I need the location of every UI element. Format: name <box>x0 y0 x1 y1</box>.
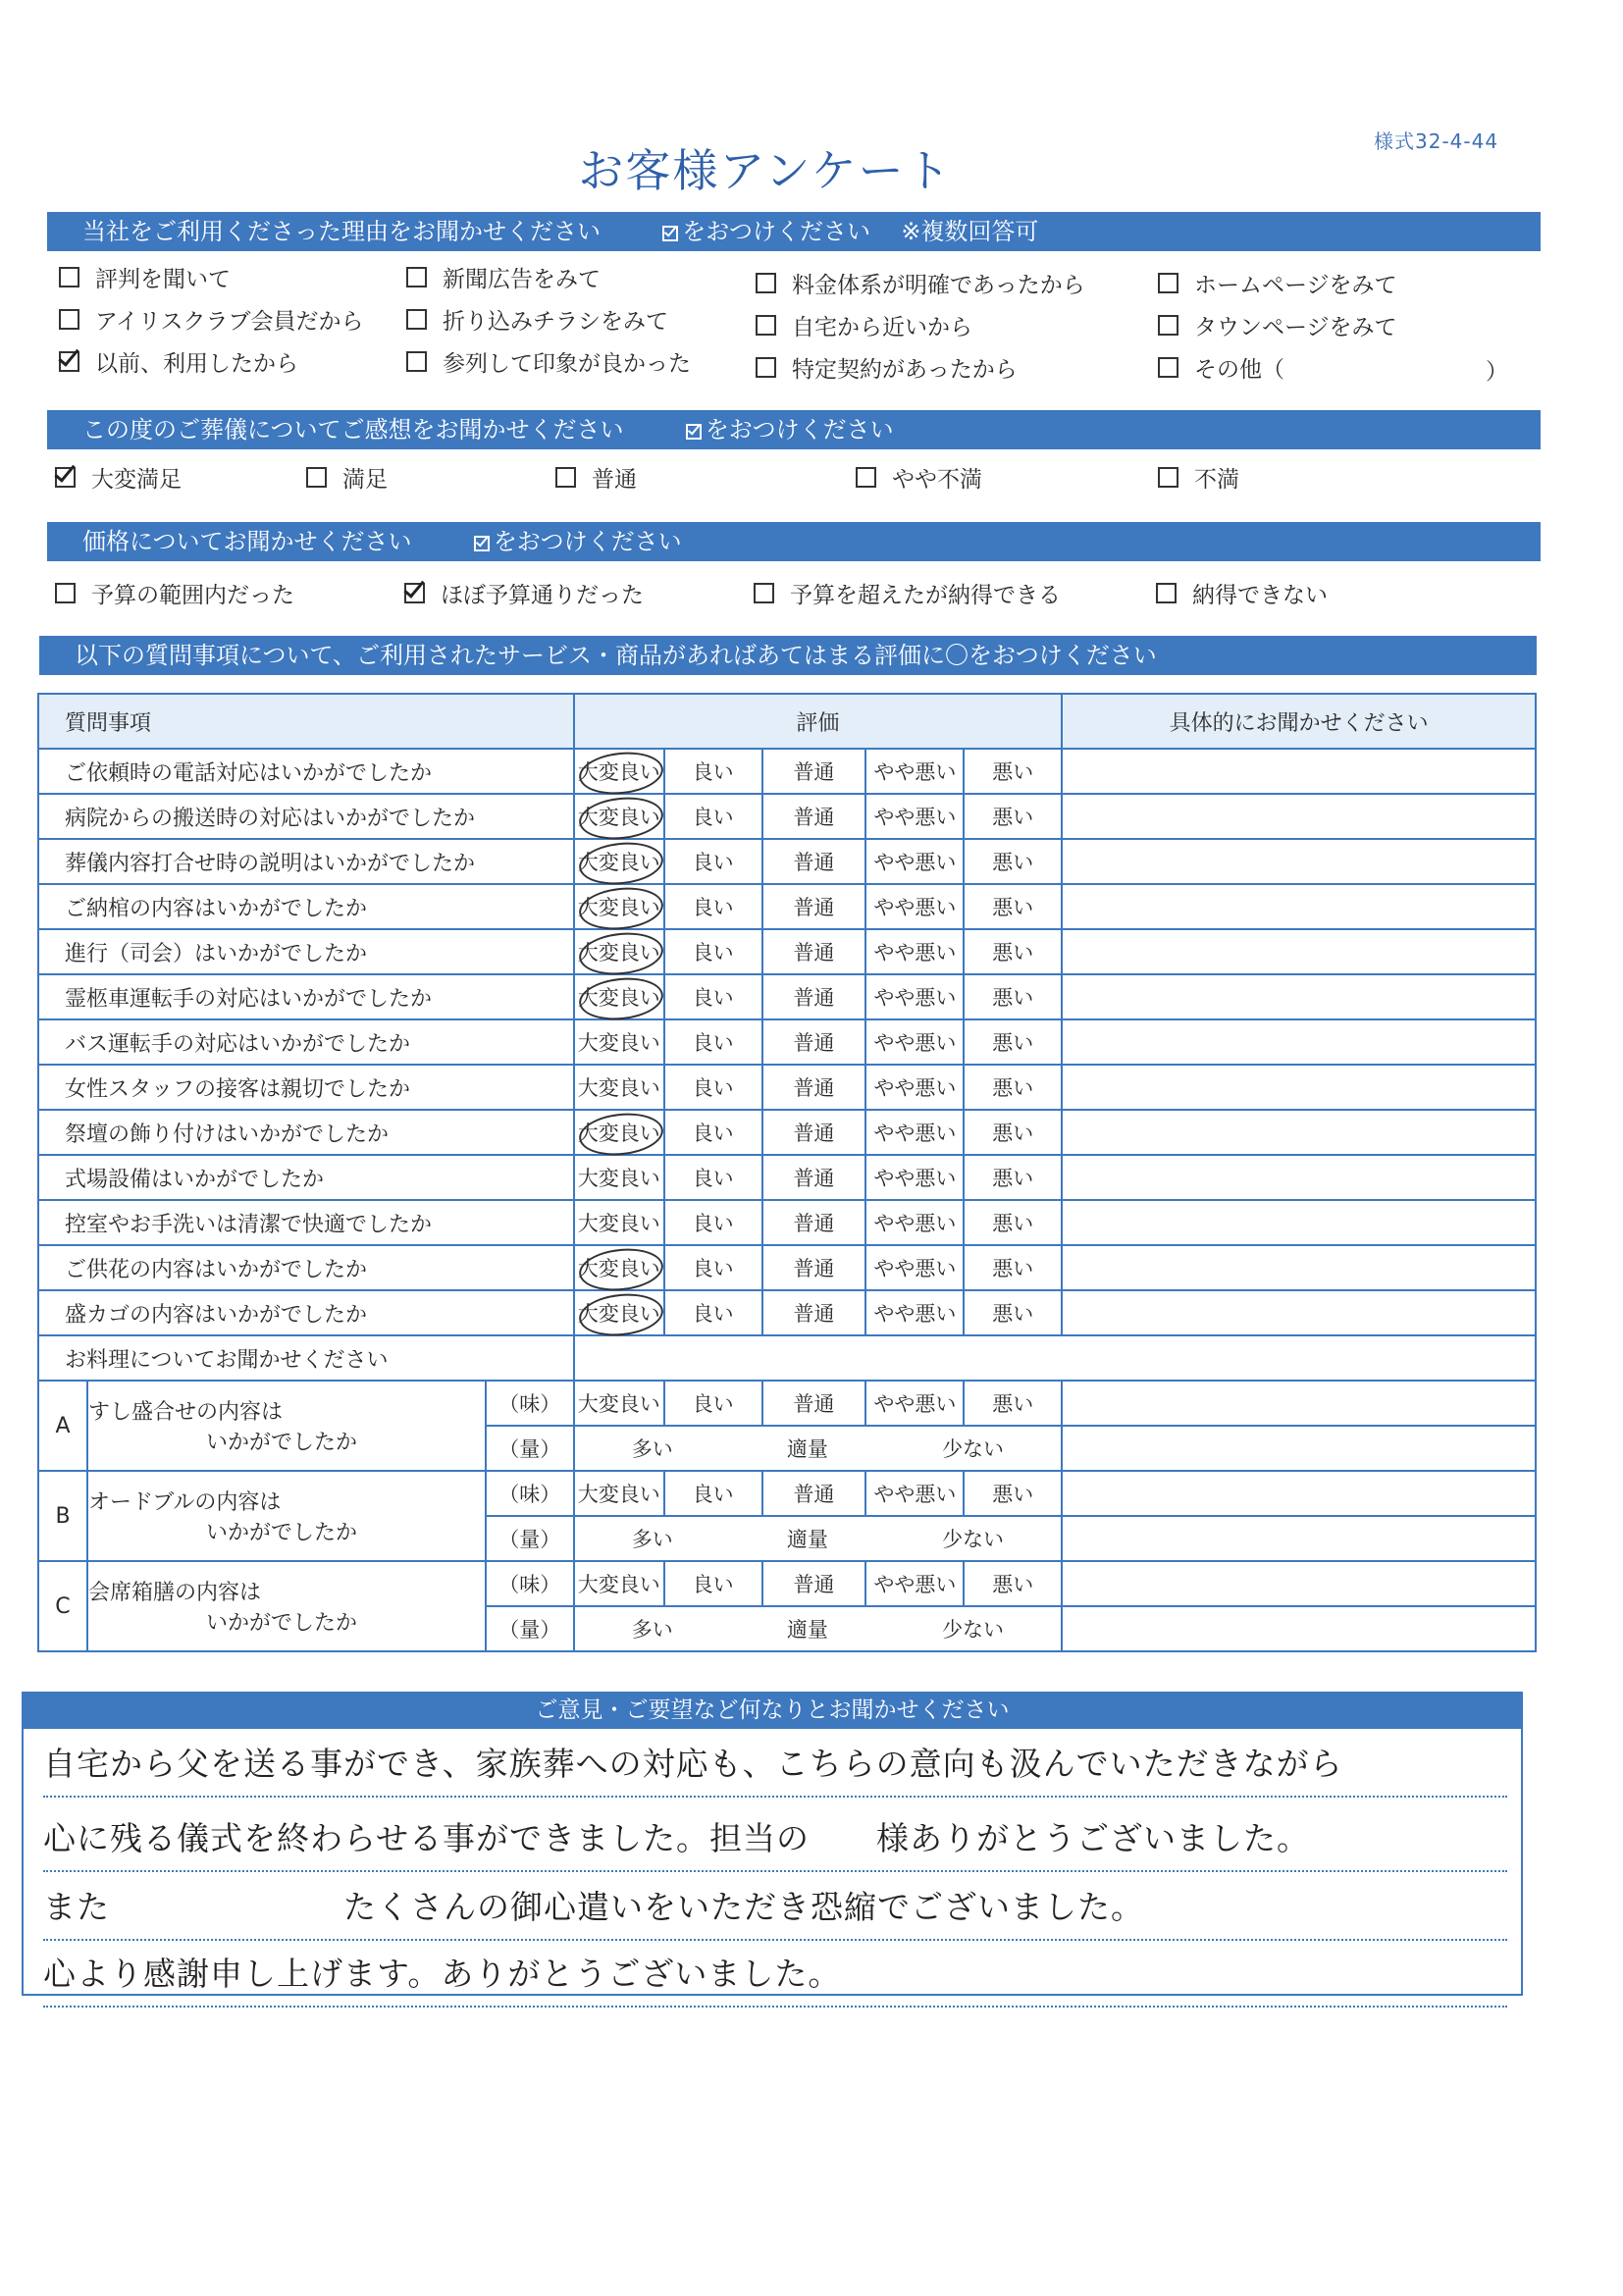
rating-option[interactable]: 良い <box>664 1245 762 1290</box>
detail-cell[interactable] <box>1062 1110 1536 1155</box>
section-reasons-note: をおつけください <box>682 218 871 245</box>
rating-option[interactable]: やや悪い <box>865 1245 964 1290</box>
rating-option[interactable]: 良い <box>664 1110 762 1155</box>
taste-rating-option[interactable]: 良い <box>664 1561 762 1606</box>
option-label: 評判を聞いて <box>95 267 231 292</box>
taste-rating-option[interactable]: 大変良い <box>574 1381 664 1426</box>
question-text: 盛カゴの内容はいかがでしたか <box>38 1290 574 1335</box>
rating-option[interactable]: やや悪い <box>865 1019 964 1065</box>
question-row <box>38 1110 1536 1155</box>
rating-option[interactable]: 大変良い <box>574 1019 664 1065</box>
reason-option[interactable] <box>406 303 668 336</box>
option-label: 参列して印象が良かった <box>443 351 691 377</box>
rating-option[interactable]: 悪い <box>964 929 1062 974</box>
food-name-line1: オードブルの内容は <box>87 1490 282 1515</box>
checkbox[interactable] <box>1158 273 1178 293</box>
impression-option[interactable] <box>55 461 182 494</box>
rating-option[interactable]: 良い <box>664 1155 762 1200</box>
checkbox[interactable] <box>856 467 876 488</box>
col-rating-header: 評価 <box>574 694 1062 749</box>
amount-option[interactable]: 適量 <box>786 1528 828 1551</box>
amount-label: （量） <box>486 1426 574 1471</box>
rating-option[interactable]: 大変良い <box>574 1110 664 1155</box>
checkbox[interactable] <box>306 467 327 488</box>
rating-option[interactable]: 大変良い <box>574 749 664 794</box>
question-row <box>38 974 1536 1019</box>
food-heading: お料理についてお聞かせください <box>38 1335 574 1381</box>
rating-option[interactable]: 良い <box>664 1065 762 1110</box>
rating-option[interactable]: 普通 <box>762 839 866 884</box>
question-row <box>38 794 1536 839</box>
question-text: ご供花の内容はいかがでしたか <box>38 1245 574 1290</box>
food-name <box>87 1381 486 1471</box>
detail-cell[interactable] <box>1062 1245 1536 1290</box>
question-text: 葬儀内容打合せ時の説明はいかがでしたか <box>38 839 574 884</box>
question-row <box>38 1019 1536 1065</box>
rating-option[interactable]: 悪い <box>964 839 1062 884</box>
reason-option[interactable] <box>756 267 1085 299</box>
rating-option[interactable]: 普通 <box>762 794 866 839</box>
detail-cell[interactable] <box>1062 839 1536 884</box>
rating-option[interactable]: 大変良い <box>574 1155 664 1200</box>
rating-option[interactable]: やや悪い <box>865 749 964 794</box>
section-services-header <box>39 636 1537 675</box>
price-option[interactable] <box>404 577 644 609</box>
section-reasons-header <box>47 212 1541 251</box>
col-question-header: 質問事項 <box>38 694 574 749</box>
question-row <box>38 1290 1536 1335</box>
food-letter: A <box>38 1381 87 1471</box>
checkbox[interactable] <box>555 467 576 488</box>
rating-option[interactable]: 普通 <box>762 749 866 794</box>
rating-option[interactable]: やや悪い <box>865 1200 964 1245</box>
detail-cell[interactable] <box>1062 1561 1536 1606</box>
question-row <box>38 929 1536 974</box>
reason-option[interactable] <box>59 303 363 336</box>
question-row <box>38 1245 1536 1290</box>
taste-rating-option[interactable]: 大変良い <box>574 1561 664 1606</box>
option-label: 新聞広告をみて <box>443 267 601 292</box>
check-mark-icon <box>686 424 702 440</box>
rating-option[interactable]: 良い <box>664 1019 762 1065</box>
impression-option[interactable] <box>306 461 388 494</box>
rating-option[interactable]: 普通 <box>762 884 866 929</box>
food-name <box>87 1471 486 1561</box>
food-taste-row <box>38 1381 1536 1426</box>
amount-options <box>574 1606 1062 1651</box>
rating-option[interactable]: 大変良い <box>574 1065 664 1110</box>
food-letter: B <box>38 1471 87 1561</box>
checkbox[interactable] <box>756 357 776 378</box>
section-reasons-heading: 当社をご利用くださった理由をお聞かせください <box>82 218 601 245</box>
rating-option[interactable]: やや悪い <box>865 884 964 929</box>
comments-heading: ご意見・ご要望など何なりとお聞かせください <box>22 1692 1523 1729</box>
checkbox[interactable] <box>59 309 79 330</box>
price-option[interactable] <box>754 577 1061 609</box>
rating-option[interactable]: 普通 <box>762 1019 866 1065</box>
amount-options-row <box>575 1434 1061 1463</box>
taste-rating-option[interactable]: 普通 <box>762 1561 866 1606</box>
checkbox[interactable] <box>1156 583 1177 603</box>
detail-cell[interactable] <box>1062 1065 1536 1110</box>
option-label: 満足 <box>342 467 388 493</box>
detail-cell[interactable] <box>1062 1290 1536 1335</box>
rating-option[interactable]: やや悪い <box>865 1065 964 1110</box>
amount-option[interactable]: 多い <box>631 1618 673 1642</box>
question-text: 祭壇の飾り付けはいかがでしたか <box>38 1110 574 1155</box>
rating-option[interactable]: 悪い <box>964 1110 1062 1155</box>
option-label: 予算の範囲内だった <box>91 583 294 608</box>
option-label: その他（ <box>1194 357 1284 383</box>
option-label: ほぼ予算通りだった <box>441 583 644 608</box>
rating-option[interactable]: 大変良い <box>574 1200 664 1245</box>
taste-rating-option[interactable]: 悪い <box>964 1471 1062 1516</box>
impression-option[interactable] <box>1158 461 1239 494</box>
rating-option[interactable]: やや悪い <box>865 794 964 839</box>
rating-option[interactable]: 大変良い <box>574 1290 664 1335</box>
food-name-line2: いかがでしたか <box>205 1611 357 1636</box>
food-name-line2: いかがでしたか <box>205 1431 357 1455</box>
rating-option[interactable]: 普通 <box>762 974 866 1019</box>
detail-cell[interactable] <box>1062 929 1536 974</box>
rating-option[interactable]: やや悪い <box>865 1110 964 1155</box>
rating-option[interactable]: 普通 <box>762 1155 866 1200</box>
reason-option[interactable] <box>406 345 691 378</box>
question-row <box>38 1065 1536 1110</box>
taste-rating-option[interactable]: 普通 <box>762 1381 866 1426</box>
question-text: ご納棺の内容はいかがでしたか <box>38 884 574 929</box>
reason-option[interactable] <box>406 261 601 293</box>
rating-option[interactable]: 普通 <box>762 1290 866 1335</box>
option-label: 料金体系が明確であったから <box>792 273 1085 298</box>
question-text: 進行（司会）はいかがでしたか <box>38 929 574 974</box>
rating-option[interactable]: やや悪い <box>865 974 964 1019</box>
rating-option[interactable]: 悪い <box>964 1155 1062 1200</box>
reason-option[interactable] <box>59 345 298 378</box>
rating-option[interactable]: 良い <box>664 839 762 884</box>
checkbox[interactable] <box>756 315 776 336</box>
amount-options-row <box>575 1614 1061 1644</box>
rating-option[interactable]: 良い <box>664 884 762 929</box>
amount-options <box>574 1426 1062 1471</box>
food-taste-row <box>38 1561 1536 1606</box>
option-label: 折り込みチラシをみて <box>443 309 668 335</box>
other-close-paren: ） <box>1486 359 1508 385</box>
question-text: 控室やお手洗いは清潔で快適でしたか <box>38 1200 574 1245</box>
rating-option[interactable]: 大変良い <box>574 929 664 974</box>
amount-options-row <box>575 1524 1061 1553</box>
checkbox[interactable] <box>406 309 427 330</box>
rating-option[interactable]: 悪い <box>964 974 1062 1019</box>
rating-option[interactable]: 大変良い <box>574 839 664 884</box>
reason-option[interactable] <box>59 261 231 293</box>
checkbox[interactable] <box>404 583 425 603</box>
checkbox[interactable] <box>59 267 79 287</box>
detail-cell[interactable] <box>1062 1606 1536 1651</box>
detail-cell[interactable] <box>1062 1155 1536 1200</box>
amount-label: （量） <box>486 1516 574 1561</box>
col-detail-header: 具体的にお聞かせください <box>1062 694 1536 749</box>
taste-rating-option[interactable]: 悪い <box>964 1381 1062 1426</box>
rating-option[interactable]: 普通 <box>762 1200 866 1245</box>
reason-option[interactable] <box>1158 309 1397 341</box>
rating-table <box>37 693 1537 1652</box>
amount-option[interactable]: 適量 <box>786 1437 828 1461</box>
section-reasons-multi-note: ※複数回答可 <box>901 218 1039 245</box>
checkbox[interactable] <box>756 273 776 293</box>
checkbox[interactable] <box>406 351 427 372</box>
rating-option[interactable]: 普通 <box>762 1065 866 1110</box>
rating-option[interactable]: 普通 <box>762 1245 866 1290</box>
rating-option[interactable]: 普通 <box>762 1110 866 1155</box>
check-mark-icon <box>474 536 490 551</box>
checkbox[interactable] <box>55 583 76 603</box>
food-heading-blank <box>574 1335 1536 1381</box>
amount-option[interactable]: 多い <box>631 1437 673 1461</box>
taste-rating-option[interactable]: 悪い <box>964 1561 1062 1606</box>
detail-cell[interactable] <box>1062 749 1536 794</box>
food-name <box>87 1561 486 1651</box>
option-label: タウンページをみて <box>1194 315 1397 340</box>
checkbox[interactable] <box>59 351 79 372</box>
amount-option[interactable]: 少ない <box>942 1528 1005 1551</box>
amount-option[interactable]: 適量 <box>786 1618 828 1642</box>
rating-option[interactable]: 大変良い <box>574 1245 664 1290</box>
rating-option[interactable]: 普通 <box>762 929 866 974</box>
rating-option[interactable]: 良い <box>664 1290 762 1335</box>
taste-rating-option[interactable]: やや悪い <box>865 1561 964 1606</box>
taste-rating-option[interactable]: やや悪い <box>865 1381 964 1426</box>
taste-rating-option[interactable]: 良い <box>664 1471 762 1516</box>
impression-option[interactable] <box>856 461 982 494</box>
rating-option[interactable]: 悪い <box>964 749 1062 794</box>
taste-rating-option[interactable]: 良い <box>664 1381 762 1426</box>
rating-option[interactable]: 良い <box>664 749 762 794</box>
amount-option[interactable]: 多い <box>631 1528 673 1551</box>
amount-option[interactable]: 少ない <box>942 1437 1005 1461</box>
option-label: ホームページをみて <box>1194 273 1397 298</box>
price-option[interactable] <box>55 577 294 609</box>
taste-rating-option[interactable]: 普通 <box>762 1471 866 1516</box>
section-services-heading: 以下の質問事項について、ご利用されたサービス・商品があればあてはまる評価に〇をおつけください <box>75 642 1157 669</box>
option-label: 以前、利用したから <box>95 351 298 377</box>
food-taste-row <box>38 1471 1536 1516</box>
rating-option[interactable]: 良い <box>664 1200 762 1245</box>
question-text: 霊柩車運転手の対応はいかがでしたか <box>38 974 574 1019</box>
food-name-line1: すし盛合せの内容は <box>87 1400 283 1425</box>
section-price-heading: 価格についてお聞かせください <box>82 528 412 555</box>
question-row <box>38 884 1536 929</box>
detail-cell[interactable] <box>1062 1019 1536 1065</box>
checkbox[interactable] <box>406 267 427 287</box>
option-label: 予算を超えたが納得できる <box>790 583 1061 608</box>
comment-line: また たくさんの御心遣いをいただき恐縮でございました。 <box>43 1882 1507 1941</box>
food-name-line1: 会席箱膳の内容は <box>87 1581 261 1605</box>
option-label: アイリスクラブ会員だから <box>95 309 364 335</box>
checkbox[interactable] <box>1158 357 1178 378</box>
section-impression-header <box>47 410 1541 449</box>
question-text: バス運転手の対応はいかがでしたか <box>38 1019 574 1065</box>
option-label: 普通 <box>592 467 637 493</box>
reason-option[interactable] <box>756 309 972 341</box>
amount-options <box>574 1516 1062 1561</box>
reason-option[interactable] <box>1158 267 1397 299</box>
taste-label: （味） <box>486 1381 574 1426</box>
detail-cell[interactable] <box>1062 1426 1536 1471</box>
option-label: 特定契約があったから <box>792 357 1018 383</box>
question-row <box>38 1200 1536 1245</box>
question-text: 病院からの搬送時の対応はいかがでしたか <box>38 794 574 839</box>
option-label: 不満 <box>1194 467 1239 493</box>
amount-option[interactable]: 少ない <box>942 1618 1005 1642</box>
option-label: 自宅から近いから <box>792 315 972 340</box>
check-mark-icon <box>662 226 678 241</box>
comment-line: 心より感謝申し上げます。ありがとうございました。 <box>43 1949 1507 2008</box>
detail-cell[interactable] <box>1062 974 1536 1019</box>
comment-line: 自宅から父を送る事ができ、家族葬への対応も、こちらの意向も汲んでいただきながら <box>43 1739 1507 1798</box>
taste-label: （味） <box>486 1471 574 1516</box>
detail-cell[interactable] <box>1062 794 1536 839</box>
rating-option[interactable]: 大変良い <box>574 974 664 1019</box>
food-heading-row <box>38 1335 1536 1381</box>
food-letter: C <box>38 1561 87 1651</box>
rating-option[interactable]: 悪い <box>964 1200 1062 1245</box>
section-price-header <box>47 522 1541 561</box>
rating-option[interactable]: 大変良い <box>574 794 664 839</box>
rating-option[interactable]: やや悪い <box>865 929 964 974</box>
rating-option[interactable]: 悪い <box>964 1245 1062 1290</box>
rating-option[interactable]: 良い <box>664 929 762 974</box>
detail-cell[interactable] <box>1062 1516 1536 1561</box>
question-text: 式場設備はいかがでしたか <box>38 1155 574 1200</box>
rating-option[interactable]: 悪い <box>964 1065 1062 1110</box>
section-price-note: をおつけください <box>493 528 682 555</box>
rating-option[interactable]: 悪い <box>964 884 1062 929</box>
checkbox[interactable] <box>1158 467 1178 488</box>
rating-option[interactable]: 良い <box>664 794 762 839</box>
page-title: お客様アンケート <box>578 144 953 197</box>
taste-rating-option[interactable]: やや悪い <box>865 1471 964 1516</box>
rating-option[interactable]: 悪い <box>964 794 1062 839</box>
reason-option[interactable] <box>756 351 1018 384</box>
rating-option[interactable]: 大変良い <box>574 884 664 929</box>
question-text: ご依頼時の電話対応はいかがでしたか <box>38 749 574 794</box>
detail-cell[interactable] <box>1062 1471 1536 1516</box>
rating-option[interactable]: やや悪い <box>865 1290 964 1335</box>
taste-label: （味） <box>486 1561 574 1606</box>
section-impression-note: をおつけください <box>705 416 894 444</box>
checkbox[interactable] <box>1158 315 1178 336</box>
comment-line: 心に残る儀式を終わらせる事ができました。担当の 様ありがとうございました。 <box>43 1813 1507 1872</box>
question-text: 女性スタッフの接客は親切でしたか <box>38 1065 574 1110</box>
amount-label: （量） <box>486 1606 574 1651</box>
question-row <box>38 749 1536 794</box>
food-name-line2: いかがでしたか <box>205 1521 357 1545</box>
option-label: やや不満 <box>892 467 982 493</box>
rating-option[interactable]: 悪い <box>964 1290 1062 1335</box>
question-row <box>38 1155 1536 1200</box>
section-impression-heading: この度のご葬儀についてご感想をお聞かせください <box>82 416 624 444</box>
detail-cell[interactable] <box>1062 1200 1536 1245</box>
detail-cell[interactable] <box>1062 884 1536 929</box>
option-label: 大変満足 <box>91 467 182 493</box>
detail-cell[interactable] <box>1062 1381 1536 1426</box>
rating-option[interactable]: 良い <box>664 974 762 1019</box>
question-row <box>38 839 1536 884</box>
option-label: 納得できない <box>1192 583 1328 608</box>
rating-option[interactable]: やや悪い <box>865 1155 964 1200</box>
reason-option[interactable] <box>1158 351 1284 384</box>
rating-option[interactable]: 悪い <box>964 1019 1062 1065</box>
impression-option[interactable] <box>555 461 637 494</box>
taste-rating-option[interactable]: 大変良い <box>574 1471 664 1516</box>
rating-option[interactable]: やや悪い <box>865 839 964 884</box>
checkbox[interactable] <box>55 467 76 488</box>
checkbox[interactable] <box>754 583 774 603</box>
form-number: 様式32-4-44 <box>1374 130 1499 153</box>
price-option[interactable] <box>1156 577 1328 609</box>
